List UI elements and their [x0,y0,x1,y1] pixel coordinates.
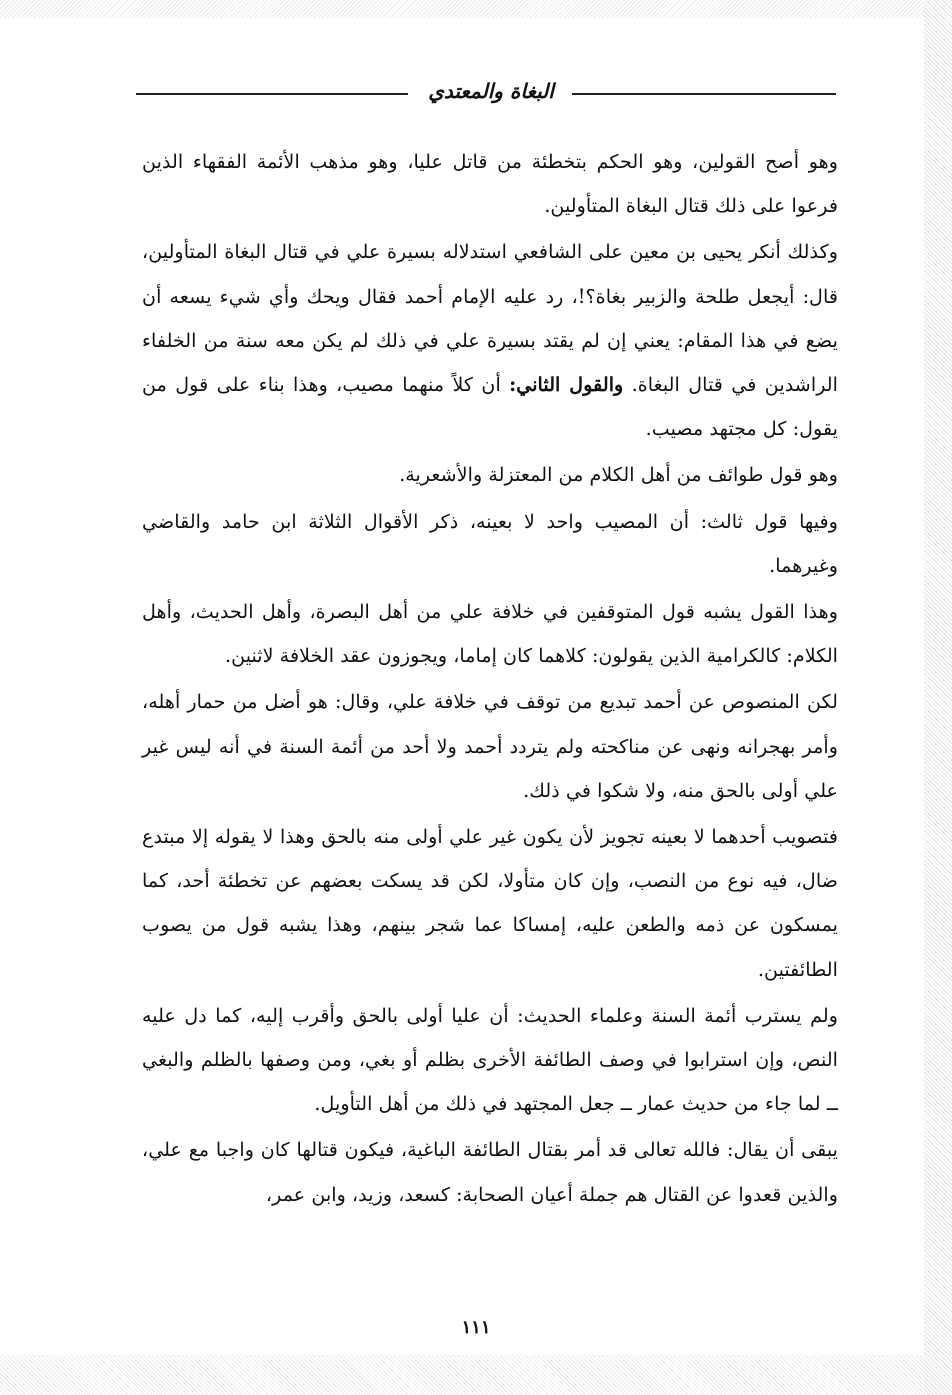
paragraph-text-continued: مصيب، وهذا بناء على قول من يقول: كل مجتهد مصيب. [142,373,838,441]
paragraph-text-continued: أن كلاً منهما [402,373,510,397]
scan-edge-bottom [0,1355,952,1395]
paragraph-text: وكذلك أنكر يحيى بن معين على الشافعي استدلاله بسيرة علي في قتال البغاة المتأولين، قال: أيجعل طلحة والزبير بغاة؟!، رد عليه الإمام أحمد فقال ويحك وأي شيء يسعه أن يضع في هذا المقام: يعني إن لم يقتد بسيرة علي في ذلك لم يكن معه سنة من الخلفاء الراشدين في قتال البغاة. [142,240,838,397]
paragraph: وهو أصح القولين، وهو الحكم بتخطئة من قاتل عليا، وهو مذهب الأئمة الفقهاء الذين فرعوا على ذلك قتال البغاة المتأولين. [142,150,838,218]
page-number: ١١١ [461,1317,491,1338]
scan-edge-right [924,0,952,1395]
paragraph: فتصويب أحدهما لا بعينه تجويز لأن يكون غير علي أولى منه بالحق وهذا لا يقوله إلا مبتدع ضال، فيه نوع من النصب، وإن كان متأولا، لكن قد يسكت بعضهم عن تخطئة أحد، كما يمسكون عن ذمه والطعن عليه، إمساكا عما شجر بينهم، وهذا يشبه قول من يصوب الطائفتين. [142,825,838,981]
header-rule-left [136,93,408,95]
page-body [142,140,838,1219]
paragraph: ولم يسترب أئمة السنة وعلماء الحديث: أن عليا أولى بالحق وأقرب إليه، كما دل عليه النص، وإن استرابوا في وصف الطائفة الأخرى بظلم أو بغي، ومن وصفها بالظلم والبغي ــ لما جاء من حديث عمار ــ جعل المجتهد في ذلك من أهل التأويل. [142,1003,838,1116]
header-rule-right [572,93,836,95]
paragraph: وفيها قول ثالث: أن المصيب واحد لا بعينه، ذكر الأقوال الثلاثة ابن حامد والقاضي وغيرهما. [142,509,838,577]
paragraph: لكن المنصوص عن أحمد تبديع من توقف في خلافة علي، وقال: هو أضل من حمار أهله، وأمر بهجرانه ونهى عن مناكحته ولم يتردد أحمد ولا أحد من أئمة السنة في أنه ليس غير علي أولى بالحق منه، ولا شكوا في ذلك. [142,690,838,802]
paragraph: وهو قول طوائف من أهل الكلام من المعتزلة والأشعرية. [399,463,838,487]
header-title: البغاة والمعتدي [428,79,554,103]
paragraph [142,230,838,451]
bold-phrase: والقول الثاني: [509,373,624,397]
running-header [136,72,836,112]
paragraph: يبقى أن يقال: فالله تعالى قد أمر بقتال الطائفة الباغية، فيكون قتالها كان واجبا مع علي، والذين قعدوا عن القتال هم جملة أعيان الصحابة: كسعد، وزيد، وابن عمر، [142,1138,838,1206]
scan-edge-top [0,0,952,18]
paragraph: وهذا القول يشبه قول المتوقفين في خلافة علي من أهل البصرة، وأهل الحديث، وأهل الكلام: كالكرامية الذين يقولون: كلاهما كان إماما، ويجوزون عقد الخلافة لاثنين. [142,600,838,668]
